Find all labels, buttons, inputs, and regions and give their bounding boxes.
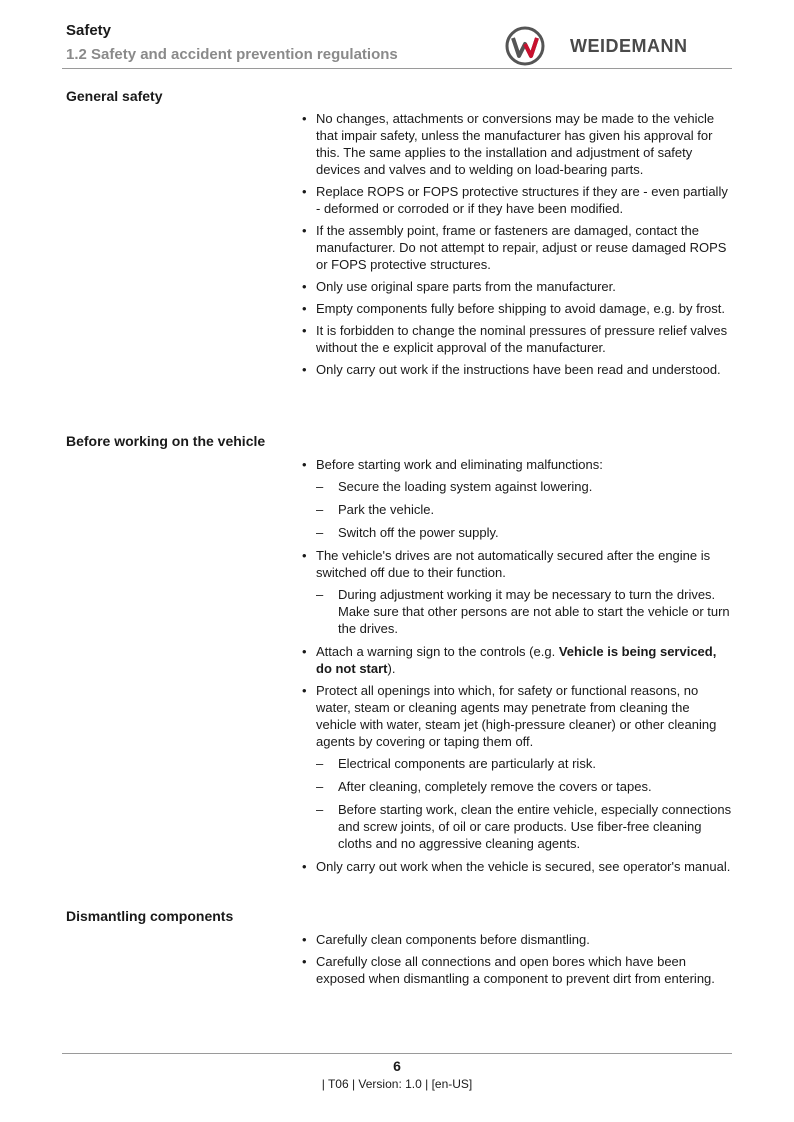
dismantling-list [300, 931, 732, 992]
list-item: • No changes, attachments or conversions may be made to the vehicle that impair safety, unless the manufacturer has given his approval for this. The same applies to the installation and adjustment of safety devices and valves and to welding on load-bearing parts. [300, 110, 732, 178]
sub-list-item: – Switch off the power supply. [300, 524, 732, 541]
list-item: • Only carry out work if the instructions have been read and understood. [300, 361, 732, 378]
list-item: • Before starting work and eliminating malfunctions: [300, 456, 732, 473]
section-subtitle: 1.2 Safety and accident prevention regulations [66, 46, 398, 63]
list-item: • It is forbidden to change the nominal pressures of pressure relief valves without the e explicit approval of the manufacturer. [300, 322, 732, 356]
warning-text-prefix: Attach a warning sign to the controls (e.g. [316, 644, 559, 659]
list-item: • Protect all openings into which, for safety or functional reasons, no water, steam or cleaning agents may penetrate from cleaning the vehicle with water, steam jet (high-pressure cleaner) or other cleaning agents by covering or taping them off. [300, 682, 732, 750]
sub-list-item: – After cleaning, completely remove the covers or tapes. [300, 778, 732, 795]
warning-sign-text: Vehicle is being serviced, do not start [316, 644, 717, 676]
weidemann-logo-icon [505, 26, 545, 66]
general-safety-list [300, 110, 732, 383]
sub-list-item: – During adjustment working it may be necessary to turn the drives. Make sure that other persons are not able to start the vehicle or turn the drives. [300, 586, 732, 637]
section-title-general-safety: General safety [66, 88, 163, 104]
warning-text-suffix: ). [387, 661, 396, 676]
section-title-dismantling: Dismantling components [66, 908, 234, 924]
page-footer [0, 1050, 794, 1100]
page-number: 6 [393, 1058, 401, 1074]
chapter-title: Safety [66, 22, 112, 39]
list-item: • If the assembly point, frame or fasteners are damaged, contact the manufacturer. Do not attempt to repair, adjust or reuse damaged ROPS or FOPS protective structures. [300, 222, 732, 273]
list-item: • Only use original spare parts from the manufacturer. [300, 278, 732, 295]
list-item: • Carefully close all connections and open bores which have been exposed when dismantling a component to prevent dirt from entering. [300, 953, 732, 987]
sub-list-item: – Park the vehicle. [300, 501, 732, 518]
sub-list-item: – Secure the loading system against lowering. [300, 478, 732, 495]
page-header [0, 0, 794, 70]
footer-divider [62, 1053, 732, 1054]
list-item: • Empty components fully before shipping to avoid damage, e.g. by frost. [300, 300, 732, 317]
document-version: | T06 | Version: 1.0 | [en-US] [321, 1077, 473, 1091]
brand-name: WEIDEMANN [570, 36, 688, 56]
list-item: • The vehicle's drives are not automatically secured after the engine is switched off due to their function. [300, 547, 732, 581]
section-title-before-working: Before working on the vehicle [66, 433, 266, 449]
list-item: • Replace ROPS or FOPS protective structures if they are - even partially - deformed or corroded or if they have been modified. [300, 183, 732, 217]
list-item: • Carefully clean components before dismantling. [300, 931, 732, 948]
sub-list-item: – Electrical components are particularly at risk. [300, 755, 732, 772]
sub-list-item: – Before starting work, clean the entire vehicle, especially connections and screw joints, of oil or care products. Use fiber-free cleaning cloths and no aggressive cleaning agents. [300, 801, 732, 852]
list-item: • Only carry out work when the vehicle is secured, see operator's manual. [300, 858, 732, 875]
header-divider [62, 68, 732, 69]
before-working-list [300, 456, 732, 880]
list-item [300, 643, 732, 677]
